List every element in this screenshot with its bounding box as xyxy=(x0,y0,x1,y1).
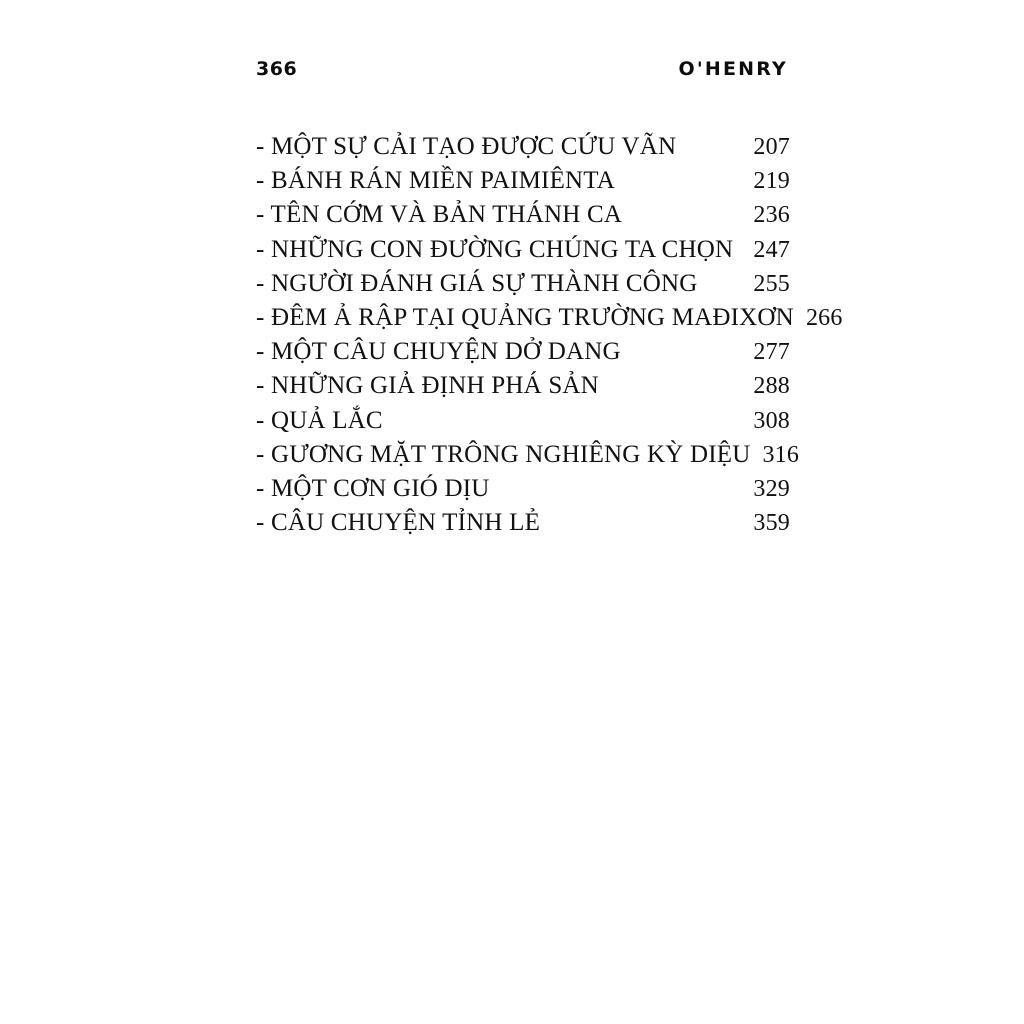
toc-entry-page: 266 xyxy=(805,305,843,332)
toc-entry-title: - MỘT CƠN GIÓ DỊU xyxy=(256,475,490,503)
toc-entry xyxy=(256,369,790,403)
toc-entry-page: 359 xyxy=(753,510,790,537)
toc-entry xyxy=(256,301,843,335)
toc-entry-page: 247 xyxy=(753,236,790,263)
toc-entry-title: - NGƯỜI ĐÁNH GIÁ SỰ THÀNH CÔNG xyxy=(256,269,698,297)
toc-entry-page: 329 xyxy=(753,476,790,503)
toc-entry-title: - MỘT CÂU CHUYỆN DỞ DANG xyxy=(256,338,621,366)
toc-entry-page: 236 xyxy=(753,202,790,229)
toc-entry xyxy=(256,438,800,472)
toc-entry-title: - NHỮNG CON ĐƯỜNG CHÚNG TA CHỌN xyxy=(256,235,734,263)
author-name: O'HENRY xyxy=(678,58,788,80)
table-of-contents xyxy=(256,130,843,540)
running-head xyxy=(256,58,788,80)
toc-entry xyxy=(256,130,790,164)
toc-entry xyxy=(256,472,790,506)
page-number: 366 xyxy=(256,58,298,80)
toc-entry xyxy=(256,198,790,232)
toc-entry-page: 207 xyxy=(753,134,790,160)
toc-entry-page: 308 xyxy=(753,407,790,434)
toc-entry-title: - BÁNH RÁN MIỀN PAIMIÊNTA xyxy=(256,167,616,195)
toc-entry-page: 277 xyxy=(753,339,790,366)
toc-entry xyxy=(256,164,790,198)
toc-entry xyxy=(256,233,790,267)
toc-entry-title: - CÂU CHUYỆN TỈNH LẺ xyxy=(256,509,541,537)
toc-entry-title: - GƯƠNG MẶT TRÔNG NGHIÊNG KỲ DIỆU xyxy=(256,440,751,468)
toc-entry-title: - TÊN CỚM VÀ BẢN THÁNH CA xyxy=(256,201,623,229)
toc-entry xyxy=(256,335,790,369)
toc-entry-title: - MỘT SỰ CẢI TẠO ĐƯỢC CỨU VÃN xyxy=(256,133,677,160)
toc-entry-title: - NHỮNG GIẢ ĐỊNH PHÁ SẢN xyxy=(256,372,599,400)
toc-entry-page: 316 xyxy=(762,441,800,468)
toc-entry-page: 255 xyxy=(753,270,790,297)
toc-entry-page: 219 xyxy=(753,168,790,195)
toc-entry xyxy=(256,267,790,301)
toc-entry xyxy=(256,506,790,540)
toc-entry xyxy=(256,404,790,438)
toc-entry-page: 288 xyxy=(753,373,790,400)
toc-entry-title: - QUẢ LẮC xyxy=(256,406,383,434)
toc-entry-title: - ĐÊM Ả RẬP TẠI QUẢNG TRƯỜNG MAĐIXƠN xyxy=(256,304,794,332)
